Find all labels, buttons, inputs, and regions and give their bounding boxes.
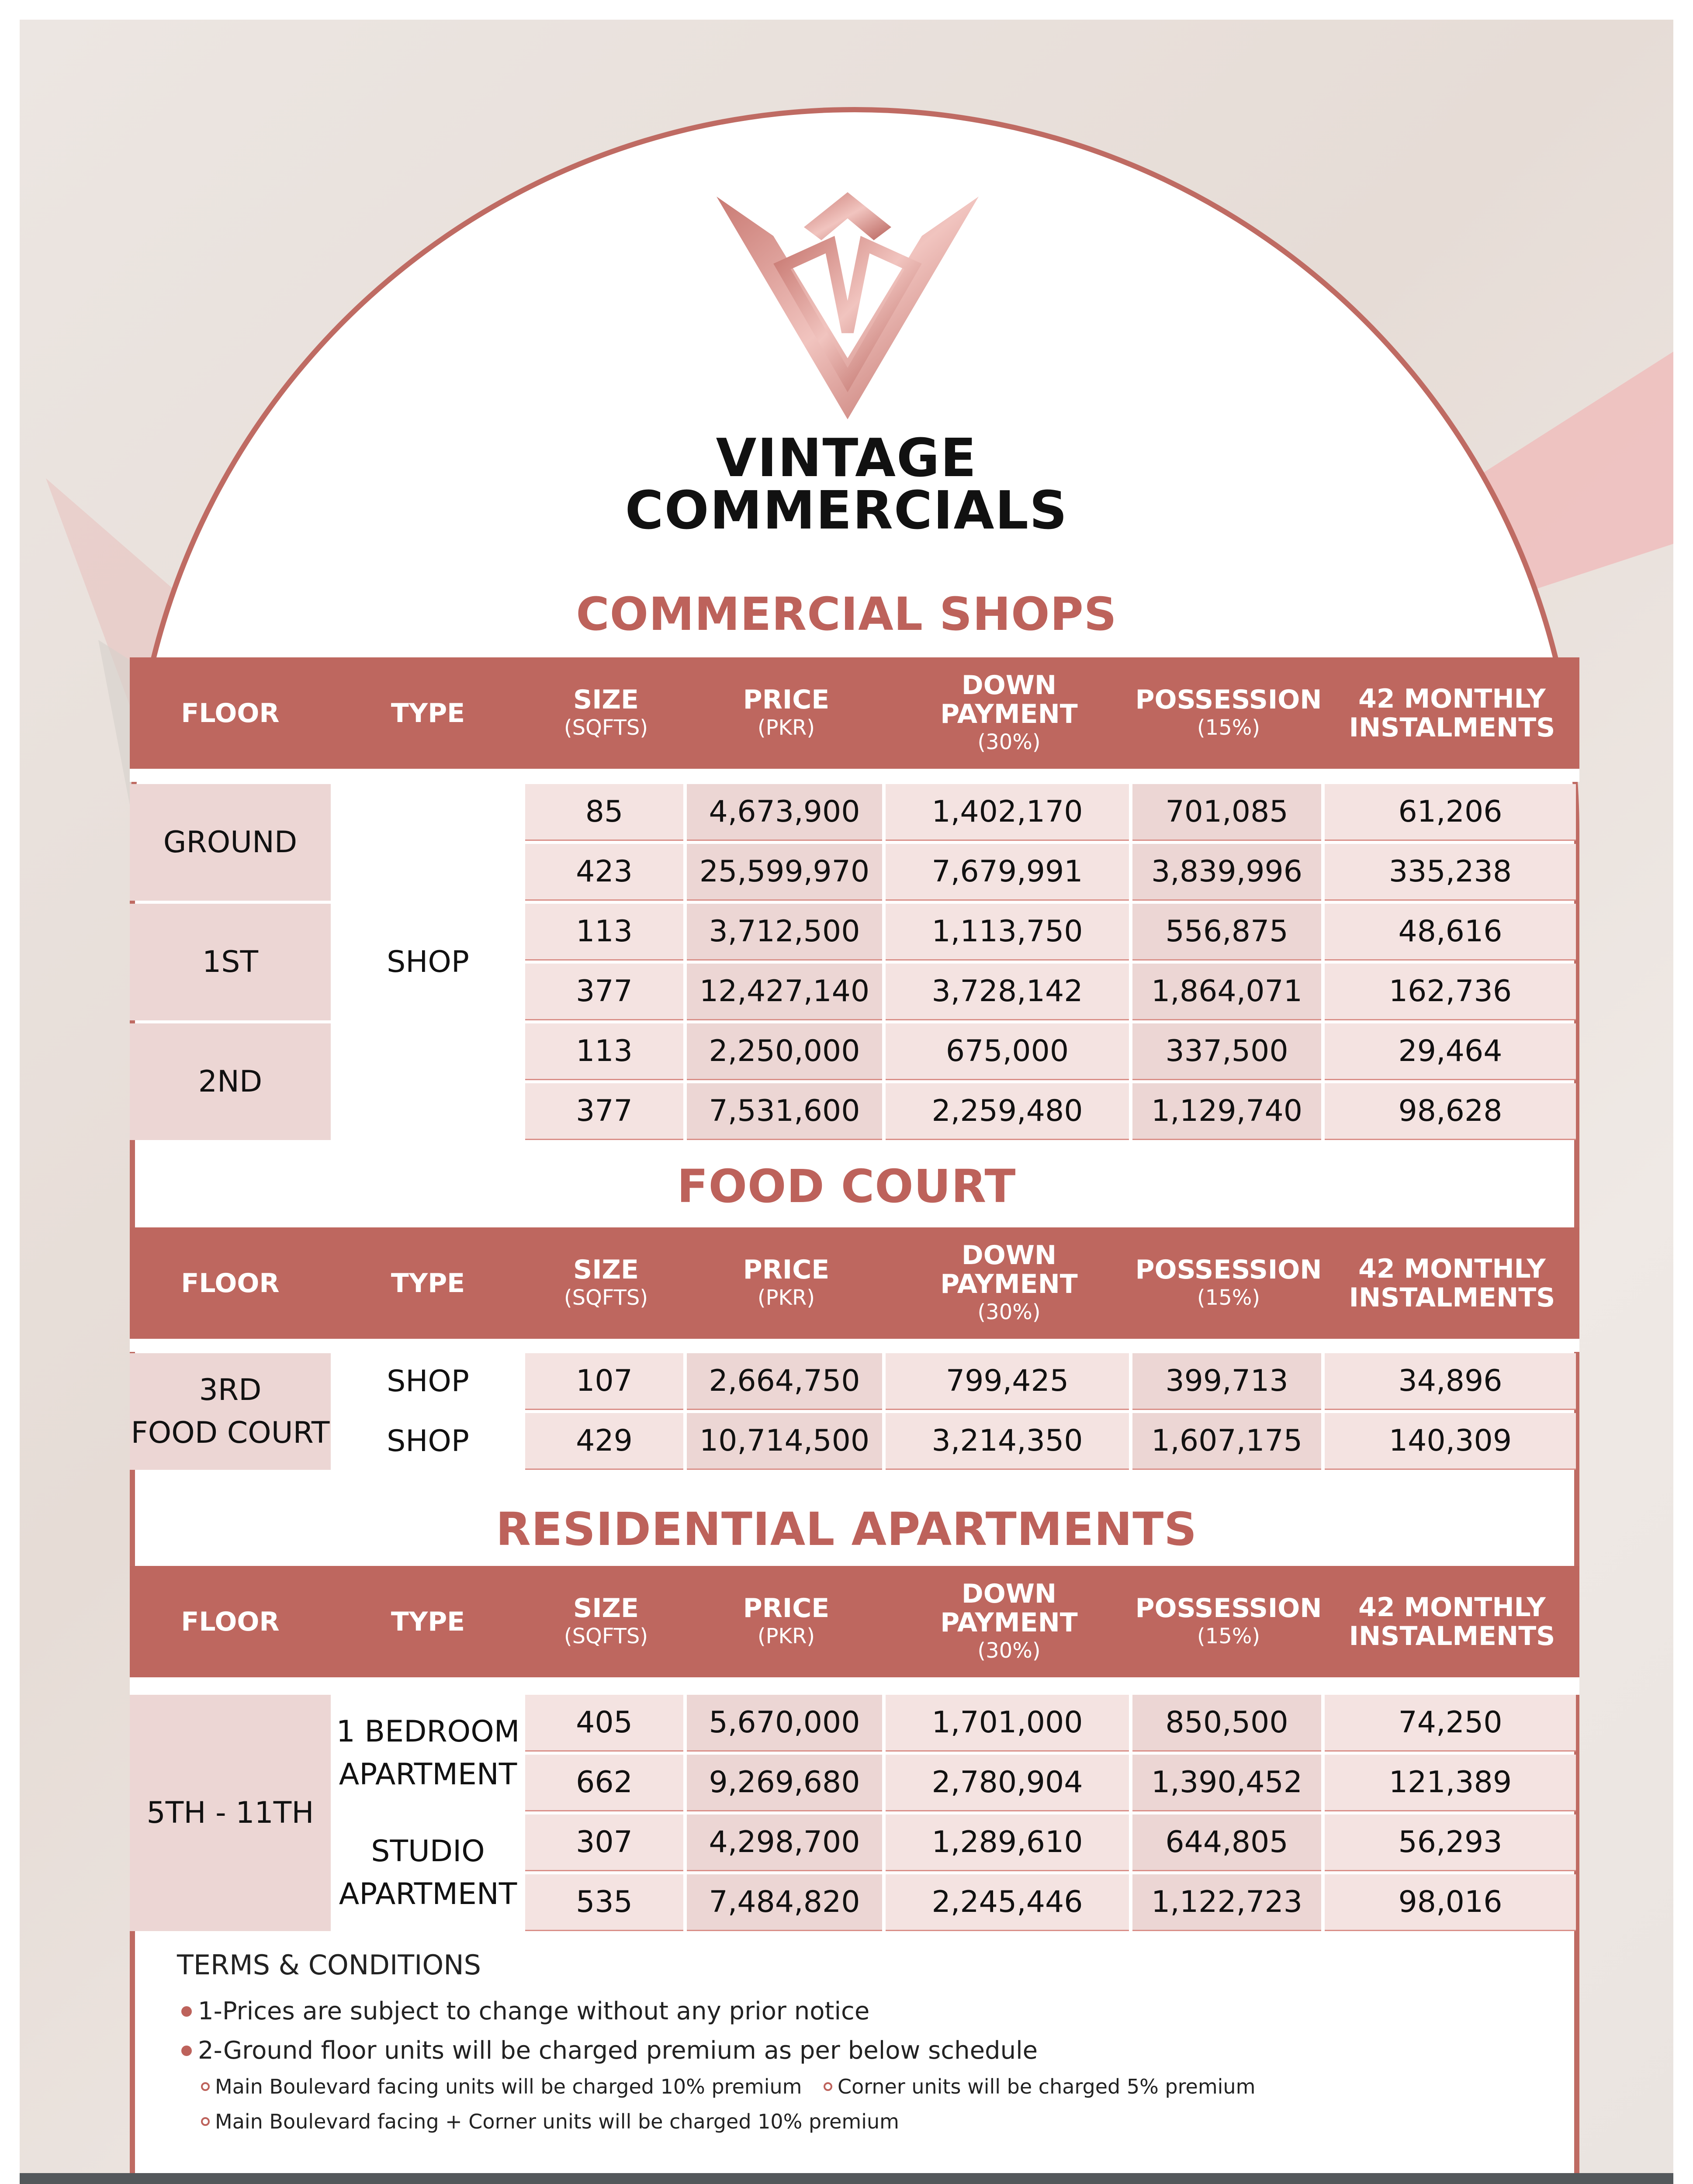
table-cell-poss: 1,390,452 [1132,1755,1321,1811]
table-cell-size: 423 [525,844,683,901]
table-cell-poss: 399,713 [1132,1353,1321,1410]
type-cell: 1 BEDROOM APARTMENT [331,1695,525,1811]
header-size: SIZE (SQFTS) [564,684,648,740]
table-cell-inst: 29,464 [1325,1023,1576,1080]
floor-cell: 5TH - 11TH [130,1695,331,1931]
header-possession: POSSESSION (15%) [1135,684,1322,740]
table-cell-down: 1,402,170 [886,784,1129,841]
table-cell-poss: 1,607,175 [1132,1413,1321,1470]
table-header-food-court: FLOOR TYPE SIZE (SQFTS) PRICE (PKR) DOWN PAYMENT (30%) POSSESSION (15%) 42 MONTHLY INSTALMENTS [130,1227,1579,1339]
table-cell-poss: 850,500 [1132,1695,1321,1752]
circle-bullet-icon [201,2082,210,2091]
table-cell-poss: 1,122,723 [1132,1874,1321,1931]
circle-bullet-icon [201,2117,210,2126]
table-cell-down: 1,701,000 [886,1695,1129,1752]
table-cell-price: 10,714,500 [687,1413,882,1470]
table-cell-down: 799,425 [886,1353,1129,1410]
table-cell-size: 307 [525,1814,683,1871]
floor-cell: 2ND [130,1023,331,1140]
table-cell-inst: 61,206 [1325,784,1576,841]
table-header-residential: FLOOR TYPE SIZE (SQFTS) PRICE (PKR) DOWN PAYMENT (30%) POSSESSION (15%) 42 MONTHLY INSTALMENTS [130,1566,1579,1677]
terms-subitem-3: Main Boulevard facing + Corner units will be charged 10% premium [201,2110,899,2133]
table-cell-inst: 335,238 [1325,844,1576,901]
table-cell-inst: 98,016 [1325,1874,1576,1931]
bullet-icon [181,2046,192,2056]
table-cell-poss: 556,875 [1132,904,1321,961]
table-cell-price: 4,673,900 [687,784,882,841]
table-cell-inst: 162,736 [1325,964,1576,1020]
section-title-commercial: COMMERCIAL SHOPS [576,587,1117,641]
table-cell-down: 2,259,480 [886,1083,1129,1140]
table-cell-poss: 3,839,996 [1132,844,1321,901]
table-cell-down: 2,245,446 [886,1874,1129,1931]
table-cell-down: 7,679,991 [886,844,1129,901]
table-cell-poss: 701,085 [1132,784,1321,841]
brand-title-line2: COMMERCIALS [625,480,1068,541]
table-cell-inst: 48,616 [1325,904,1576,961]
floor-cell: 1ST [130,904,331,1020]
table-cell-down: 2,780,904 [886,1755,1129,1811]
header-floor: FLOOR [181,698,280,729]
circle-bullet-icon [824,2082,832,2091]
header-type: TYPE [391,698,465,729]
type-cell: SHOP [331,784,525,1140]
table-cell-price: 4,298,700 [687,1814,882,1871]
table-cell-size: 113 [525,1023,683,1080]
type-cell: SHOP [331,1413,525,1470]
floor-cell: 3RD FOOD COURT [130,1353,331,1470]
table-cell-size: 377 [525,964,683,1020]
vintage-logo-icon [717,192,979,419]
brand-title-line1: VINTAGE [716,428,977,489]
table-cell-size: 85 [525,784,683,841]
table-cell-inst: 74,250 [1325,1695,1576,1752]
terms-subitem-2: Corner units will be charged 5% premium [824,2075,1255,2098]
table-cell-price: 7,484,820 [687,1874,882,1931]
table-cell-price: 2,250,000 [687,1023,882,1080]
table-cell-inst: 34,896 [1325,1353,1576,1410]
terms-title: TERMS & CONDITIONS [177,1949,481,1981]
table-cell-inst: 98,628 [1325,1083,1576,1140]
terms-item-1: 1-Prices are subject to change without any prior notice [181,1997,869,2025]
table-cell-inst: 56,293 [1325,1814,1576,1871]
table-cell-size: 405 [525,1695,683,1752]
table-cell-price: 2,664,750 [687,1353,882,1410]
header-price: PRICE (PKR) [743,684,830,740]
table-header-commercial [130,657,1579,769]
footer [20,2173,1673,2184]
type-cell: STUDIO APARTMENT [331,1814,525,1931]
bullet-icon [181,2006,192,2017]
table-cell-price: 25,599,970 [687,844,882,901]
table-cell-down: 1,113,750 [886,904,1129,961]
table-cell-down: 1,289,610 [886,1814,1129,1871]
header-instalments: 42 MONTHLY INSTALMENTS [1349,683,1555,743]
table-cell-poss: 644,805 [1132,1814,1321,1871]
table-cell-price: 9,269,680 [687,1755,882,1811]
table-cell-price: 5,670,000 [687,1695,882,1752]
table-cell-size: 535 [525,1874,683,1931]
floor-cell: GROUND [130,784,331,901]
table-cell-down: 675,000 [886,1023,1129,1080]
table-cell-price: 7,531,600 [687,1083,882,1140]
table-cell-down: 3,214,350 [886,1413,1129,1470]
table-cell-price: 3,712,500 [687,904,882,961]
table-cell-inst: 121,389 [1325,1755,1576,1811]
table-cell-poss: 1,129,740 [1132,1083,1321,1140]
table-cell-size: 377 [525,1083,683,1140]
table-cell-price: 12,427,140 [687,964,882,1020]
table-cell-inst: 140,309 [1325,1413,1576,1470]
table-cell-poss: 1,864,071 [1132,964,1321,1020]
header-down-payment: DOWN PAYMENT (30%) [940,670,1078,754]
terms-subitem-1: Main Boulevard facing units will be charged 10% premium [201,2075,802,2098]
type-cell: SHOP [331,1353,525,1410]
table-cell-size: 662 [525,1755,683,1811]
terms-item-2: 2-Ground floor units will be charged premium as per below schedule [181,2036,1038,2065]
section-title-food-court: FOOD COURT [677,1160,1016,1213]
table-cell-size: 107 [525,1353,683,1410]
table-cell-size: 429 [525,1413,683,1470]
table-cell-poss: 337,500 [1132,1023,1321,1080]
table-cell-down: 3,728,142 [886,964,1129,1020]
table-cell-size: 113 [525,904,683,961]
section-title-residential: RESIDENTIAL APARTMENTS [495,1503,1198,1556]
